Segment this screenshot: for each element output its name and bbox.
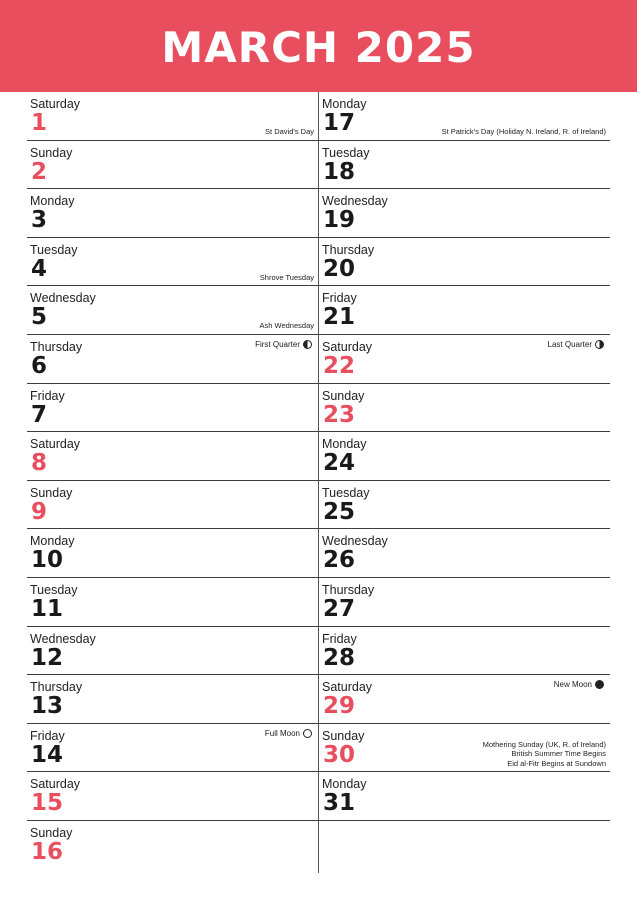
day-cell bbox=[27, 92, 318, 141]
day-name: Sunday bbox=[322, 388, 365, 403]
day-name: Saturday bbox=[30, 777, 81, 792]
day-name: Saturday bbox=[30, 97, 81, 111]
day-cell bbox=[27, 141, 318, 190]
day-name: Monday bbox=[30, 194, 75, 209]
moon-phase-label: First Quarter bbox=[255, 339, 300, 349]
day-name: Thursday bbox=[322, 242, 375, 257]
day-cell bbox=[319, 432, 610, 481]
day-number: 21 bbox=[323, 304, 356, 331]
day-cell bbox=[27, 529, 318, 578]
day-cell bbox=[319, 335, 610, 384]
day-number: 29 bbox=[323, 693, 356, 720]
day-number: 2 bbox=[31, 158, 48, 185]
day-cell bbox=[319, 384, 610, 433]
moon-phase-label: Last Quarter bbox=[547, 339, 592, 349]
day-number: 14 bbox=[31, 741, 64, 768]
day-note: Mothering Sunday (UK, R. of Ireland) British Summer Time Begins Eid al-Fitr Begins at Sundown bbox=[482, 739, 606, 768]
day-number: 5 bbox=[31, 304, 48, 331]
day-number: 10 bbox=[31, 547, 64, 574]
day-cell bbox=[27, 432, 318, 481]
day-cell bbox=[27, 772, 318, 821]
day-name: Sunday bbox=[30, 145, 73, 160]
day-cell bbox=[319, 189, 610, 238]
day-name: Thursday bbox=[30, 680, 83, 695]
day-number: 28 bbox=[323, 644, 356, 671]
day-name: Wednesday bbox=[30, 291, 96, 306]
last-quarter-moon-icon bbox=[595, 340, 604, 349]
day-name: Tuesday bbox=[30, 242, 78, 257]
moon-phase bbox=[554, 680, 604, 689]
day-cell bbox=[319, 772, 610, 821]
day-number: 23 bbox=[323, 401, 356, 428]
day-number: 13 bbox=[31, 693, 64, 720]
day-name: Friday bbox=[30, 388, 65, 403]
day-name: Wednesday bbox=[322, 194, 388, 209]
day-number: 24 bbox=[323, 450, 356, 477]
day-name: Tuesday bbox=[30, 582, 78, 597]
day-cell bbox=[27, 578, 318, 627]
day-number: 16 bbox=[31, 838, 64, 865]
moon-phase bbox=[548, 340, 604, 349]
day-name: Monday bbox=[322, 437, 367, 452]
full-moon-icon bbox=[303, 729, 312, 738]
day-cell bbox=[319, 481, 610, 530]
day-name: Thursday bbox=[30, 339, 83, 354]
day-number: 30 bbox=[323, 741, 356, 768]
day-number: 4 bbox=[31, 255, 48, 282]
day-number: 6 bbox=[31, 352, 48, 379]
moon-phase-label: New Moon bbox=[553, 680, 592, 690]
day-number: 27 bbox=[323, 595, 356, 622]
day-name: Monday bbox=[322, 777, 367, 792]
day-note: St David's Day bbox=[265, 127, 314, 137]
day-name: Friday bbox=[322, 291, 357, 306]
day-name: Sunday bbox=[30, 485, 73, 500]
day-name: Saturday bbox=[322, 339, 373, 354]
day-name: Thursday bbox=[322, 582, 375, 597]
day-cell bbox=[319, 529, 610, 578]
day-number: 22 bbox=[323, 352, 356, 379]
moon-phase bbox=[265, 729, 312, 738]
calendar-column-left bbox=[27, 92, 318, 870]
day-name: Wednesday bbox=[322, 534, 388, 549]
moon-phase bbox=[255, 340, 312, 349]
day-cell bbox=[27, 238, 318, 287]
day-note: Ash Wednesday bbox=[259, 321, 314, 331]
day-number: 9 bbox=[31, 498, 48, 525]
day-cell bbox=[319, 578, 610, 627]
first-quarter-moon-icon bbox=[303, 340, 312, 349]
day-number: 17 bbox=[323, 110, 356, 136]
day-cell bbox=[27, 286, 318, 335]
day-name: Friday bbox=[30, 728, 65, 743]
day-cell bbox=[27, 481, 318, 530]
month-header bbox=[0, 0, 637, 92]
moon-phase-label: Full Moon bbox=[264, 728, 300, 738]
day-cell bbox=[27, 335, 318, 384]
new-moon-icon bbox=[595, 680, 604, 689]
day-number: 31 bbox=[323, 790, 356, 817]
day-number: 7 bbox=[31, 401, 48, 428]
calendar-column-right bbox=[319, 92, 610, 870]
day-cell bbox=[319, 821, 610, 870]
day-name: Monday bbox=[322, 97, 367, 111]
day-cell bbox=[319, 627, 610, 676]
day-number: 3 bbox=[31, 207, 48, 234]
day-number: 8 bbox=[31, 450, 48, 477]
day-cell bbox=[27, 675, 318, 724]
day-cell bbox=[319, 675, 610, 724]
day-name: Saturday bbox=[322, 680, 373, 695]
day-number: 11 bbox=[31, 595, 64, 622]
day-note: Shrove Tuesday bbox=[259, 272, 314, 282]
day-name: Sunday bbox=[30, 825, 73, 840]
day-number: 19 bbox=[323, 207, 356, 234]
day-cell bbox=[319, 141, 610, 190]
day-cell bbox=[27, 627, 318, 676]
day-cell bbox=[27, 189, 318, 238]
day-name: Tuesday bbox=[322, 485, 370, 500]
day-cell bbox=[319, 724, 610, 773]
day-cell bbox=[319, 238, 610, 287]
day-cell bbox=[27, 821, 318, 870]
day-name: Monday bbox=[30, 534, 75, 549]
day-number: 15 bbox=[31, 790, 64, 817]
day-number: 26 bbox=[323, 547, 356, 574]
day-name: Tuesday bbox=[322, 145, 370, 160]
day-cell bbox=[27, 384, 318, 433]
day-cell bbox=[319, 92, 610, 141]
day-cell bbox=[27, 724, 318, 773]
month-title: MARCH 2025 bbox=[161, 22, 476, 72]
day-number: 1 bbox=[31, 110, 48, 136]
day-name: Saturday bbox=[30, 437, 81, 452]
day-name: Sunday bbox=[322, 728, 365, 743]
day-number: 12 bbox=[31, 644, 64, 671]
day-number: 25 bbox=[323, 498, 356, 525]
day-cell bbox=[319, 286, 610, 335]
day-number: 18 bbox=[323, 158, 356, 185]
day-name: Wednesday bbox=[30, 631, 96, 646]
day-note: St Patrick's Day (Holiday N. Ireland, R. of Ireland) bbox=[441, 127, 606, 137]
day-name: Friday bbox=[322, 631, 357, 646]
day-number: 20 bbox=[323, 255, 356, 282]
